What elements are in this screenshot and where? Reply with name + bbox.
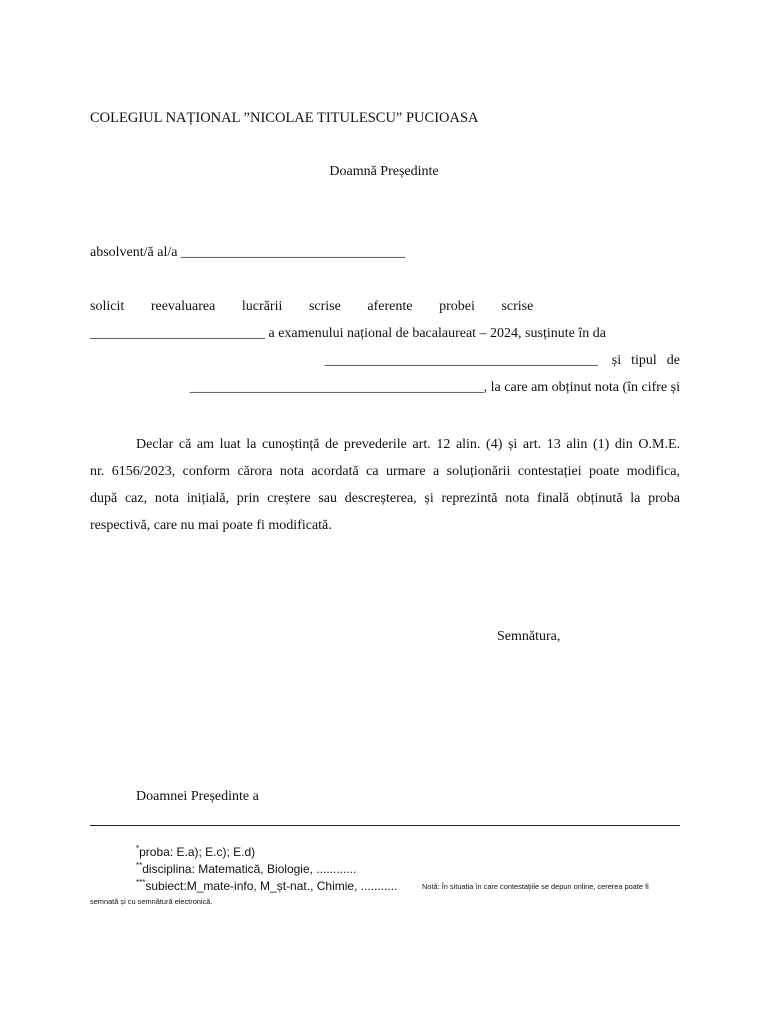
footnote-text: proba: E.a); E.c); E.d) — [139, 845, 256, 859]
footnote-3 — [136, 879, 397, 893]
blank-field: _______________________________________ — [324, 353, 598, 368]
note-line-1: Notă: În situația în care contestațiile se depun online, cererea poate fi — [422, 882, 649, 891]
footnote-2 — [136, 862, 356, 876]
word: reevaluarea — [150, 299, 216, 314]
request-line-4 — [90, 378, 680, 405]
request-line-1 — [90, 297, 680, 324]
institution-title: COLEGIUL NAȚIONAL ”NICOLAE TITULESCU” PUCIOASA — [90, 110, 479, 126]
footnote-marker: ** — [136, 861, 143, 870]
declaration-line: Declar că am luat la cunoștință de prevederile art. 12 alin. (4) și art. 13 alin (1) din O.M.E. — [136, 437, 680, 452]
declaration-line: după caz, nota inițială, prin creștere sau descreșterea, și reprezintă nota finală obținută la proba — [90, 491, 680, 506]
word: și — [611, 353, 622, 368]
footnote-text: subiect:M_mate-info, M_șt-nat., Chimie, ........... — [145, 879, 398, 893]
request-paragraph — [90, 297, 680, 405]
word: de — [666, 353, 680, 368]
footnote-1 — [136, 845, 255, 859]
note-line-2: semnată și cu semnătură electronică. — [90, 897, 213, 906]
word: tipul — [631, 353, 657, 368]
graduate-line: absolvent/ă al/a ________________________________ — [90, 245, 405, 260]
signature-label: Semnătura, — [497, 629, 561, 644]
request-line-4-text: __________________________________________, la care am obținut nota (în cifre și — [189, 380, 680, 395]
request-line-3 — [90, 351, 680, 378]
word: scrise — [308, 299, 341, 314]
word: lucrării — [241, 299, 283, 314]
word: solicit — [90, 299, 125, 314]
declaration-line: nr. 6156/2023, conform cărora nota acordată ca urmare a soluționării contestației poate modifica, — [90, 464, 680, 479]
footnote-marker: * — [136, 844, 140, 853]
addressee: Doamnei Președinte a — [136, 789, 259, 804]
footnote-divider — [90, 825, 680, 826]
footnote-text: disciplina: Matematică, Biologie, ............ — [142, 862, 357, 876]
declaration-paragraph — [90, 431, 680, 539]
request-line-2 — [90, 324, 680, 351]
salutation: Doamnă Președinte — [329, 164, 439, 179]
request-line-2-text: _________________________ a examenului național de bacalaureat – 2024, susținute în da — [90, 326, 606, 341]
word: aferente — [367, 299, 413, 314]
word: scrise — [501, 299, 534, 314]
declaration-line: respectivă, care nu mai poate fi modificată. — [90, 518, 332, 533]
footnote-marker: *** — [136, 878, 146, 887]
word: probei — [439, 299, 475, 314]
